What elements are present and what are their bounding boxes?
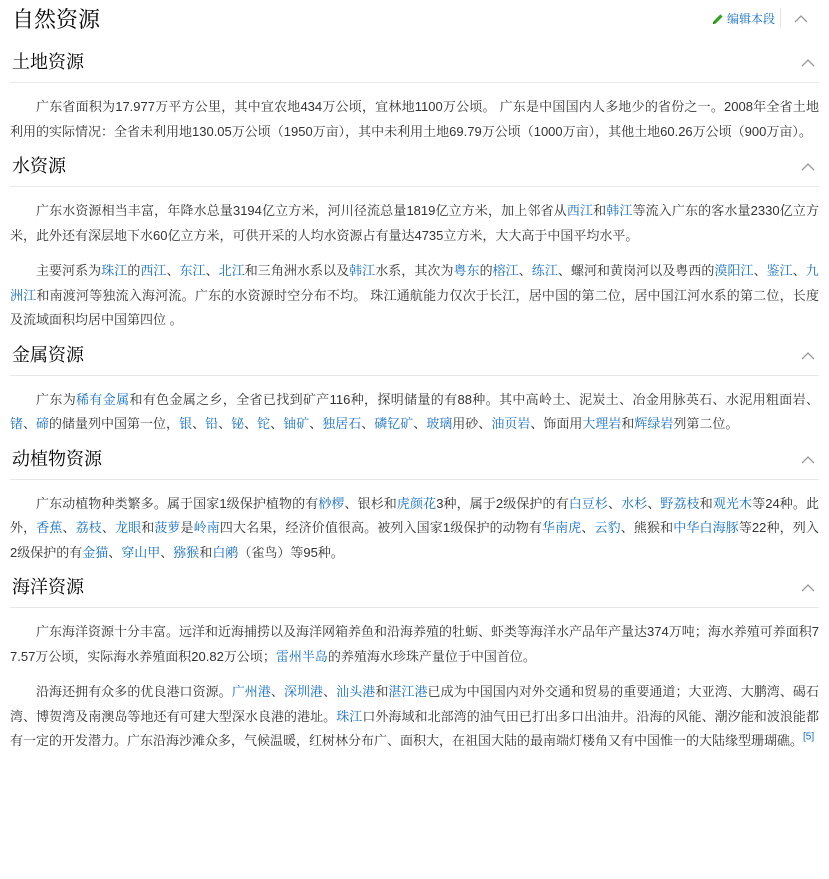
text-run: 和三角洲水系以及 xyxy=(244,263,350,278)
text-run: 、 xyxy=(160,544,174,560)
paragraph xyxy=(10,680,819,754)
section xyxy=(10,443,819,566)
text-run: 和 xyxy=(375,684,389,699)
inline-link[interactable]: 水杉 xyxy=(621,495,648,511)
inline-link[interactable]: 鉴江 xyxy=(766,263,793,278)
text-run: 等24种。此外， xyxy=(10,495,819,535)
chevron-up-icon[interactable] xyxy=(794,14,808,24)
text-run: 和 xyxy=(621,416,635,431)
inline-link[interactable]: 东江 xyxy=(179,263,206,278)
text-run: 、熊猴和 xyxy=(620,520,674,535)
text-run: 、 xyxy=(218,416,232,431)
inline-link[interactable]: 野荔枝 xyxy=(660,495,700,511)
inline-link[interactable]: 玻璃 xyxy=(426,416,453,431)
chevron-up-icon[interactable] xyxy=(801,455,815,465)
citation-link[interactable]: [5] xyxy=(803,731,815,743)
section-header xyxy=(10,150,819,187)
page-title: 自然资源 xyxy=(12,7,101,32)
inline-link[interactable]: 珠江 xyxy=(336,708,363,724)
text-run: 、 xyxy=(101,520,115,535)
inline-link[interactable]: 猕猴 xyxy=(173,544,200,560)
inline-link[interactable]: 碲 xyxy=(36,416,50,431)
chevron-up-icon[interactable] xyxy=(801,58,815,68)
text-run: 的储量列中国第一位， xyxy=(49,416,180,431)
inline-link[interactable]: 金猫 xyxy=(82,544,109,560)
section-header xyxy=(10,571,819,608)
section-header xyxy=(10,46,819,83)
text-run: 广东省面积为17.977万平方公里，其中宜农地434万公顷，宜林地1100万公顷。 广东是中国国内人多地少的省份之一。2008年全省土地利用的实际情况：全省未利用地130.05万公顷（1950万亩），其中未利用土地69.79万公顷（1000万亩），其他土地60.26万公顷（900万亩）。 xyxy=(10,99,819,139)
text-run: 、 xyxy=(192,416,206,431)
inline-link[interactable]: 岭南 xyxy=(193,520,220,535)
text-run: 和 xyxy=(699,495,713,511)
paragraph xyxy=(10,620,819,669)
inline-link[interactable]: 龙眼 xyxy=(114,520,142,535)
chevron-up-icon[interactable] xyxy=(801,583,815,593)
text-run: （雀鸟）等95种。 xyxy=(238,544,344,560)
text-run: 和南渡河等独流入海河流。广东的水资源时空分布不均。 珠江通航能力仅次于长江，居中国的第二位，居中国江河水系的第二位，长度及流域面积均居中国第四位 。 xyxy=(10,287,819,327)
inline-link[interactable]: 广州港 xyxy=(231,684,271,699)
section xyxy=(10,571,819,754)
pencil-icon xyxy=(712,13,724,25)
sections-container xyxy=(10,46,819,754)
inline-link[interactable]: 独居石 xyxy=(322,416,362,431)
text-run: 、 xyxy=(62,520,76,535)
text-run: 、 xyxy=(244,416,258,431)
text-run: 、 xyxy=(647,495,661,511)
inline-link[interactable]: 榕江 xyxy=(492,263,519,278)
paragraph xyxy=(10,388,819,437)
inline-link[interactable]: 中华白海豚 xyxy=(673,520,739,535)
text-run: 四大名果，经济价值很高。被列入国家1级保护的动物有 xyxy=(219,520,543,535)
text-run: 、饰面用 xyxy=(530,416,583,431)
inline-link[interactable]: 菠萝 xyxy=(154,520,181,535)
section xyxy=(10,150,819,333)
edit-section-button[interactable] xyxy=(712,10,775,27)
section-header xyxy=(10,443,819,480)
text-run: 和 xyxy=(199,544,213,560)
inline-link[interactable]: 漠阳江 xyxy=(714,263,754,278)
inline-link[interactable]: 云豹 xyxy=(594,520,621,535)
text-run: 的 xyxy=(479,263,493,278)
text-run: 已成为中国国内对外交通和贸易的重要通道；大亚湾、大鹏湾、碣石湾、博贺湾及南澳岛等地还有可建大型深水良港的港址。 xyxy=(10,684,819,724)
divider xyxy=(780,8,781,28)
section-heading: 海洋资源 xyxy=(12,577,84,597)
section-heading: 土地资源 xyxy=(12,52,84,72)
inline-link[interactable]: 珠江 xyxy=(101,263,128,278)
text-run: 广东为 xyxy=(36,391,77,407)
text-run: 、 xyxy=(323,684,337,699)
text-run: 的 xyxy=(127,263,141,278)
inline-link[interactable]: 白豆杉 xyxy=(568,495,608,511)
text-run: 、 xyxy=(753,263,767,278)
inline-link[interactable]: 西江 xyxy=(140,263,167,278)
chevron-up-icon[interactable] xyxy=(801,162,815,172)
text-run: 广东动植物种类繁多。属于国家1级保护植物的有 xyxy=(36,495,319,511)
inline-link[interactable]: 大理岩 xyxy=(582,416,622,431)
inline-link[interactable]: 锗 xyxy=(10,416,24,431)
text-run: 、 xyxy=(309,416,323,431)
inline-link[interactable]: 韩江 xyxy=(606,203,633,218)
inline-link[interactable]: 铊 xyxy=(257,416,271,431)
inline-link[interactable]: 九洲江 xyxy=(10,263,819,303)
section xyxy=(10,46,819,144)
text-run: 和 xyxy=(593,203,607,218)
section-heading: 动植物资源 xyxy=(12,448,102,469)
edit-section-label: 编辑本段 xyxy=(726,12,775,26)
text-run: 广东水资源相当丰富，年降水总量3194亿立方米，河川径流总量1819亿立方米，加上邻省从 xyxy=(36,203,567,218)
inline-link[interactable]: 汕头港 xyxy=(336,684,376,699)
inline-link[interactable]: 白鹇 xyxy=(212,544,239,560)
text-run: 、 xyxy=(518,263,532,278)
text-run: 、 xyxy=(270,416,284,431)
inline-link[interactable]: 油页岩 xyxy=(491,416,531,431)
inline-link[interactable]: 辉绿岩 xyxy=(634,416,674,431)
inline-link[interactable]: 深圳港 xyxy=(283,684,324,699)
section-header xyxy=(10,339,819,376)
text-run: 的养殖海水珍珠产量位于中国首位。 xyxy=(327,648,536,664)
text-run: 等22种，列入2级保护的有 xyxy=(10,520,819,560)
text-run: 口外海域和北部湾的油气田已打出多口出油井。沿海的风能、潮汐能和波浪能都有一定的开发潜力。广东沿海沙滩众多，气候温暖，红树林分布广、面积大，在祖国大陆的最南端灯楼角又有中国惟一的大陆缘型珊瑚礁。 xyxy=(10,708,819,748)
paragraph xyxy=(10,492,819,566)
text-run: 、 xyxy=(413,416,427,431)
inline-link[interactable]: 银 xyxy=(179,416,193,431)
section xyxy=(10,339,819,437)
text-run: 、 xyxy=(581,520,595,535)
inline-link[interactable]: 铅 xyxy=(205,416,219,431)
inline-link[interactable]: 观光木 xyxy=(712,495,753,511)
section-heading: 水资源 xyxy=(12,156,66,176)
text-run: 和 xyxy=(141,520,155,535)
inline-link[interactable]: 西江 xyxy=(566,203,594,218)
inline-link[interactable]: 湛江港 xyxy=(388,684,428,699)
text-run: 、 xyxy=(270,684,284,699)
text-run: 、螺河和黄岗河以及粤西的 xyxy=(557,263,715,278)
text-run: 列第二位。 xyxy=(673,416,739,431)
inline-link[interactable]: 练江 xyxy=(531,263,558,278)
section-header-natural-resources xyxy=(10,0,819,40)
text-run: 、银杉和 xyxy=(344,495,397,511)
text-run: 是 xyxy=(180,520,194,535)
chevron-up-icon[interactable] xyxy=(801,351,815,361)
text-run: 、 xyxy=(108,544,122,560)
text-run: 、 xyxy=(205,263,219,278)
inline-link[interactable]: 磷钇矿 xyxy=(374,416,414,431)
text-run: 和有色金属之乡，全省已找到矿产116种，探明储量的有88种。其中高岭土、泥炭土、冶金用脉英石、水泥用粗面岩、 xyxy=(129,391,819,407)
text-run: 等流入广东的客水量2330亿立方米，此外还有深层地下水60亿立方米，可供开采的人均水资源占有量达4735立方米，大大高于中国平均水平。 xyxy=(10,203,819,243)
inline-link[interactable]: 雷州半岛 xyxy=(275,648,328,664)
inline-link[interactable]: 韩江 xyxy=(349,263,376,278)
inline-link[interactable]: 荔枝 xyxy=(75,520,102,535)
text-run: 、 xyxy=(792,263,806,278)
inline-link[interactable]: 铀矿 xyxy=(283,416,310,431)
text-run: 、 xyxy=(608,495,622,511)
text-run: 、 xyxy=(361,416,375,431)
section-heading: 金属资源 xyxy=(12,344,84,365)
inline-link[interactable]: 稀有金属 xyxy=(76,391,130,407)
text-run: 主要河系为 xyxy=(36,263,102,278)
inline-link[interactable]: 虎颜花 xyxy=(396,495,437,511)
text-run: 广东海洋资源十分丰富。远洋和近海捕捞以及海洋网箱养鱼和沿海养殖的牡蛎、虾类等海洋水产品年产量达374万吨；海水养殖可养面积77.57万公顷，实际海水养殖面积20.82万公顷； xyxy=(10,624,819,664)
paragraph xyxy=(10,259,819,333)
text-run: 、 xyxy=(23,416,37,431)
text-run: 3种，属于2级保护的有 xyxy=(436,495,569,511)
inline-link[interactable]: 华南虎 xyxy=(542,520,582,535)
inline-link[interactable]: 北江 xyxy=(218,263,245,278)
text-run: 、 xyxy=(166,263,180,278)
inline-link[interactable]: 粤东 xyxy=(453,263,480,278)
inline-link[interactable]: 香蕉 xyxy=(36,520,63,535)
paragraph xyxy=(10,95,819,144)
paragraph xyxy=(10,199,819,248)
inline-link[interactable]: 穿山甲 xyxy=(121,544,161,560)
text-run: 沿海还拥有众多的优良港口资源。 xyxy=(36,684,232,699)
text-run: 用砂、 xyxy=(452,416,492,431)
inline-link[interactable]: 桫椤 xyxy=(318,495,345,511)
text-run: 水系，其次为 xyxy=(375,263,454,278)
inline-link[interactable]: 铋 xyxy=(231,416,245,431)
